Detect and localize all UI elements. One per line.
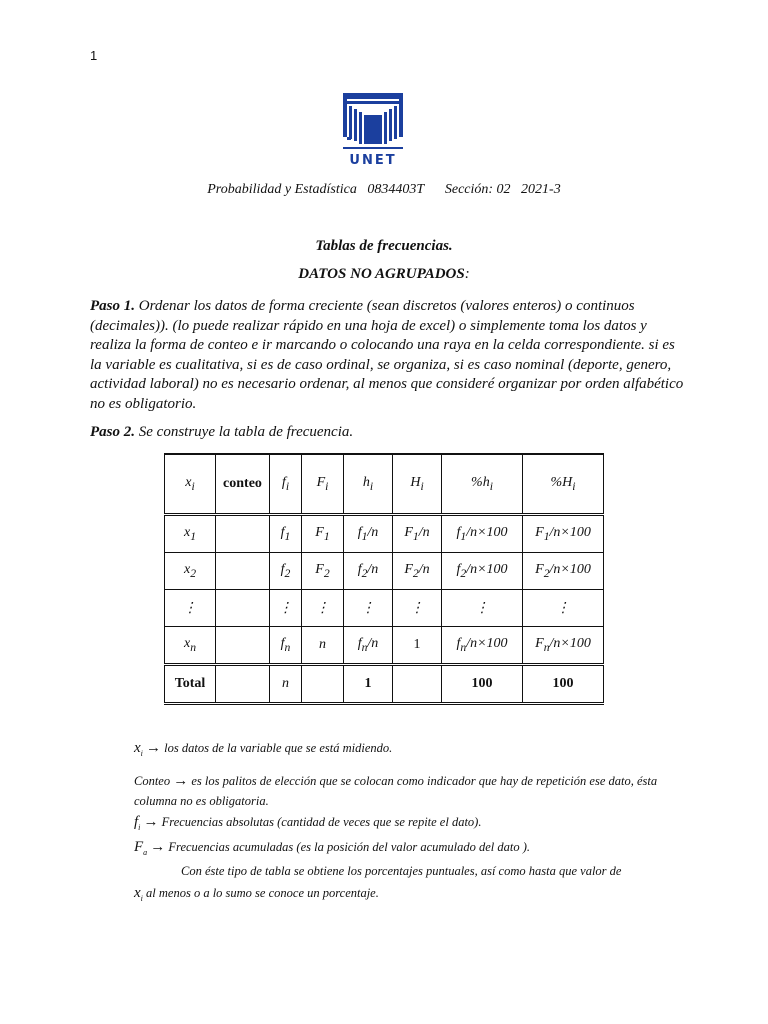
cell-pct-H: $F_n/n\times 100$ [523,627,604,665]
definition-xi: $x_i$ → los datos de la variable que se está midiendo. [134,740,393,758]
cell-x: $x_1$ [165,515,216,553]
header-conteo: conteo [216,454,270,515]
total-H [393,665,442,704]
total-pct-h: 100 [442,665,523,704]
symbol-xi: $x_i$ [134,885,143,903]
cell-H: $F_2/n$ [393,553,442,590]
cell-h: ⋮ [344,590,393,627]
course-header: Probabilidad y Estadística 0834403T Sección: 02 2021-3 [207,182,561,197]
total-conteo [216,665,270,704]
cell-conteo [216,627,270,665]
table-header-row [165,454,604,515]
paso2-paragraph: Paso 2. Se construye la tabla de frecuencia. [90,424,354,440]
cell-pct-H: ⋮ [523,590,604,627]
cell-f: $f_1$ [270,515,302,553]
cell-F: ⋮ [302,590,344,627]
table-total-row [165,665,604,704]
arrow-icon: → [143,814,159,830]
cell-x: $x_n$ [165,627,216,665]
cell-conteo [216,590,270,627]
cell-pct-h: $f_1/n\times 100$ [442,515,523,553]
paso1-label: Paso 1. [90,298,135,314]
cell-conteo [216,553,270,590]
header-pct-Hi: $\%H_i$ [523,454,604,515]
header-pct-hi: $\%h_i$ [442,454,523,515]
cell-h: $f_n/n$ [344,627,393,665]
cell-H: ⋮ [393,590,442,627]
document-subtitle: DATOS NO AGRUPADOS: [298,266,470,282]
cell-x: ⋮ [165,590,216,627]
definition-fa: $F_a$ → Frecuencias acumuladas (es la posición del valor acumulado del dato ). [134,839,531,857]
cell-F: $F_1$ [302,515,344,553]
header-xi: $x_i$ [165,454,216,515]
total-F [302,665,344,704]
cell-h: $f_2/n$ [344,553,393,590]
table-row [165,627,604,665]
paso1-paragraph: Paso 1. Ordenar los datos de forma creciente (sean discretos (valores enteros) o continuos (decimales)). (lo puede realizar rápido en una hoja de excel) o simplemente toma los datos y realiza la forma de conteo e ir marcando o colocando una raya en la celda correspondiente. si es la variable es cualitativa, si es de caso ordinal, se organiza, si es caso nominal (deporte, genero, actividad laboral) no es necesario ordenar, al menos que consideré organizar por orden alfabético no es obligatorio. [90,298,684,412]
cell-pct-H: $F_2/n\times 100$ [523,553,604,590]
table-row [165,590,604,627]
cell-pct-h: $f_n/n\times 100$ [442,627,523,665]
header-Hi: $H_i$ [393,454,442,515]
table-row [165,515,604,553]
total-label: Total [165,665,216,704]
total-pct-H: 100 [523,665,604,704]
cell-pct-h: $f_2/n\times 100$ [442,553,523,590]
frequency-table [164,453,604,705]
symbol-xi: $x_i$ [134,740,143,758]
paso2-label: Paso 2. [90,424,135,440]
symbol-fi: $f_i$ [134,814,141,832]
cell-F: n [302,627,344,665]
cell-pct-h: ⋮ [442,590,523,627]
cell-H: $F_1/n$ [393,515,442,553]
document-title: Tablas de frecuencias. [315,238,453,254]
table-row [165,553,604,590]
cell-F: $F_2$ [302,553,344,590]
header-fi: $f_i$ [270,454,302,515]
cell-f: $f_2$ [270,553,302,590]
note-line-2: $x_i$ al menos o a lo sumo se conoce un porcentaje. [134,885,379,903]
symbol-Fa: $F_a$ [134,839,148,857]
arrow-icon: → [150,839,166,855]
arrow-icon: → [146,740,162,756]
cell-h: $f_1/n$ [344,515,393,553]
arrow-icon: → [173,773,189,789]
definition-fi: $f_i$ → Frecuencias absolutas (cantidad de veces que se repite el dato). [134,814,482,832]
cell-pct-H: $F_1/n\times 100$ [523,515,604,553]
total-f: n [270,665,302,704]
cell-conteo [216,515,270,553]
cell-f: ⋮ [270,590,302,627]
cell-H: 1 [393,627,442,665]
page-number: 1 [90,48,98,63]
cell-f: $f_n$ [270,627,302,665]
header-hi: $h_i$ [344,454,393,515]
logo-text: UNET [349,153,397,167]
note-line-1: Con éste tipo de tabla se obtiene los porcentajes puntuales, así como hasta que valor de [181,864,622,878]
unet-logo [343,93,403,167]
header-Fi: $F_i$ [302,454,344,515]
total-h: 1 [344,665,393,704]
cell-x: $x_2$ [165,553,216,590]
definition-conteo: Conteo → es los palitos de elección que se colocan como indicador que hay de repetición ese dato, ésta columna no es obligatoria. [134,773,658,808]
